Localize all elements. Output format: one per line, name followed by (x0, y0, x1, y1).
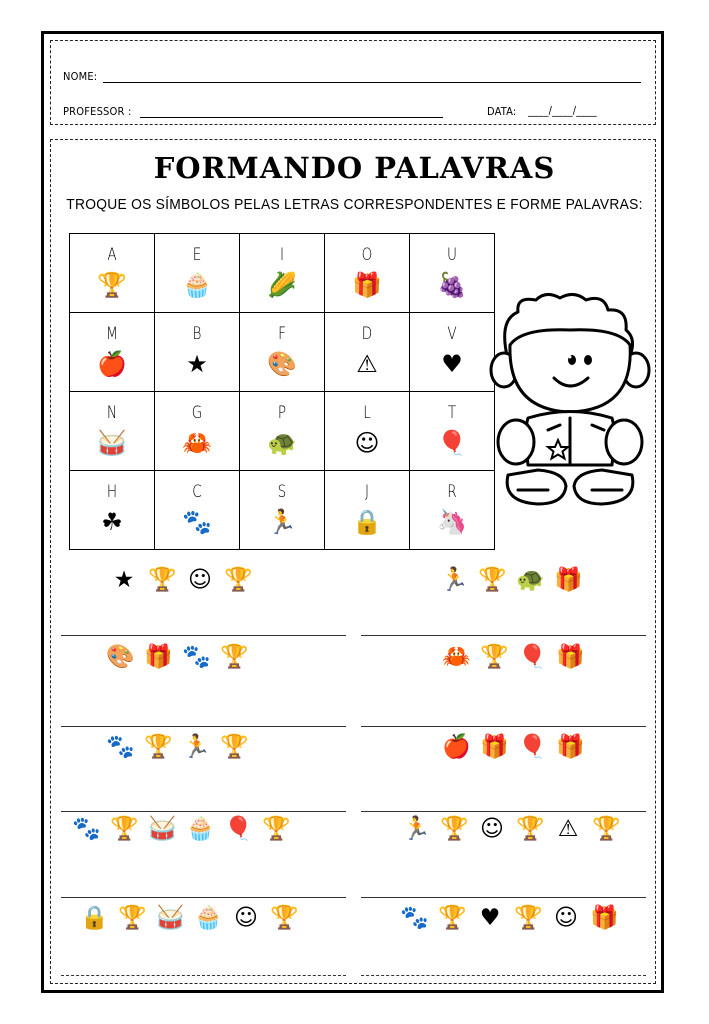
exercise-symbol: ☺ (188, 567, 212, 593)
exercise-symbol: 🐢 (516, 567, 545, 593)
date-field[interactable]: ____/____/____ (528, 104, 597, 117)
key-letter: S (277, 482, 287, 502)
key-letter: B (192, 324, 202, 344)
answer-line[interactable] (61, 975, 346, 976)
exercise-symbol: 🏆 (514, 905, 543, 931)
exercise-7 (72, 815, 290, 843)
exercise-symbol: 🏃 (402, 816, 431, 842)
key-letter: F (278, 324, 286, 344)
key-cell-h (70, 471, 155, 550)
exercise-8 (402, 815, 620, 843)
boy-illustration (488, 290, 656, 510)
exercise-symbol: 🎨 (106, 644, 135, 670)
key-cell-g (155, 392, 240, 471)
key-letter: M (106, 324, 118, 344)
exercise-symbol: 🏆 (110, 816, 139, 842)
answer-line[interactable] (361, 811, 646, 812)
key-cell-a (70, 234, 155, 313)
exercise-symbol: 🏆 (592, 816, 621, 842)
trophy-icon: 🏆 (97, 271, 127, 299)
key-letter: R (447, 482, 457, 502)
drum-icon: 🥁 (97, 429, 127, 457)
exercise-symbol: 🍎 (442, 734, 471, 760)
exercise-symbol: 🐾 (72, 816, 101, 842)
heart-icon: ♥ (441, 350, 463, 378)
page-title: FORMANDO PALAVRAS (153, 151, 556, 185)
answer-line[interactable] (61, 811, 346, 812)
key-letter: D (361, 324, 373, 344)
key-cell-u (410, 234, 495, 313)
key-cell-m (70, 313, 155, 392)
answer-line[interactable] (361, 975, 646, 976)
exercise-symbol: 🎁 (144, 644, 173, 670)
key-letter: N (106, 403, 118, 423)
teacher-field[interactable] (140, 117, 443, 118)
exercise-symbol: 🏆 (440, 816, 469, 842)
palette-icon: 🎨 (267, 350, 297, 378)
answer-line[interactable] (61, 726, 346, 727)
exercise-symbol: ★ (113, 567, 135, 593)
exercise-symbol: 🏃 (182, 734, 211, 760)
gift-icon: 🎁 (352, 271, 382, 299)
key-letter: T (447, 403, 457, 423)
exercise-symbol: 🐾 (106, 734, 135, 760)
exercise-2 (440, 566, 582, 594)
key-letter: O (361, 245, 373, 265)
exercise-symbol: 🧁 (186, 816, 215, 842)
key-letter: V (447, 324, 457, 344)
exercise-symbol: 🏆 (270, 905, 299, 931)
key-letter: I (279, 245, 284, 265)
key-letter: J (364, 482, 369, 502)
exercise-symbol: 🏆 (144, 734, 173, 760)
symbol-key-table (69, 233, 495, 550)
star-icon: ★ (186, 350, 208, 378)
teacher-label: PROFESSOR : (63, 105, 132, 118)
key-cell-d (325, 313, 410, 392)
exercise-symbol: 🏆 (224, 567, 253, 593)
exercise-1 (110, 566, 252, 594)
exercise-symbol: 🏃 (440, 567, 469, 593)
runner-icon: 🏃 (267, 508, 297, 536)
key-cell-r (410, 471, 495, 550)
exercise-symbol: 🐾 (400, 905, 429, 931)
exercise-symbol: 🎈 (224, 816, 253, 842)
exercise-symbol: 🥁 (156, 905, 185, 931)
date-label: DATA: (487, 105, 517, 118)
key-cell-l (325, 392, 410, 471)
key-cell-f (240, 313, 325, 392)
exercise-symbol: ⚠ (557, 816, 579, 842)
paws-icon: 🐾 (182, 508, 212, 536)
cupcake-icon: 🧁 (182, 271, 212, 299)
exercise-symbol: ☺ (480, 816, 504, 842)
exercise-9 (80, 904, 298, 932)
lock-icon: 🔒 (352, 508, 382, 536)
key-cell-v (410, 313, 495, 392)
exercise-symbol: 🏆 (480, 644, 509, 670)
exercise-6 (442, 733, 584, 761)
key-letter: L (363, 403, 371, 423)
key-cell-s (240, 471, 325, 550)
exercise-symbol: ☺ (554, 905, 578, 931)
exercise-symbol: 🏆 (438, 905, 467, 931)
exercise-symbol: 🏆 (118, 905, 147, 931)
exercise-symbol: 🎈 (518, 644, 547, 670)
exercise-symbol: ☺ (234, 905, 258, 931)
key-letter: P (277, 403, 287, 423)
key-cell-p (240, 392, 325, 471)
name-field[interactable] (103, 82, 641, 83)
exercise-symbol: 🎁 (590, 905, 619, 931)
exercise-symbol: 🔒 (80, 905, 109, 931)
exercise-symbol: 🏆 (262, 816, 291, 842)
clover-icon: ☘ (101, 508, 123, 536)
key-cell-n (70, 392, 155, 471)
exercise-5 (106, 733, 248, 761)
unicorn-icon: 🦄 (437, 508, 467, 536)
turtle-icon: 🐢 (267, 429, 297, 457)
answer-line[interactable] (361, 897, 646, 898)
exercise-symbol: 🏆 (478, 567, 507, 593)
key-letter: U (447, 245, 457, 265)
key-cell-b (155, 313, 240, 392)
key-cell-j (325, 471, 410, 550)
key-letter: A (107, 245, 117, 265)
exercise-symbol: 🎈 (518, 734, 547, 760)
exercise-symbol: 🧁 (194, 905, 223, 931)
instructions: TROQUE OS SÍMBOLOS PELAS LETRAS CORRESPONDENTES E FORME PALAVRAS: (66, 196, 643, 213)
smiley-icon: ☺ (354, 429, 380, 457)
exercise-symbol: 🎁 (556, 734, 585, 760)
key-cell-e (155, 234, 240, 313)
key-cell-o (325, 234, 410, 313)
exercise-symbol: 🥁 (148, 816, 177, 842)
exercise-symbol: 🎁 (556, 644, 585, 670)
exercise-symbol: 🏆 (220, 644, 249, 670)
exercise-symbol: 🎁 (480, 734, 509, 760)
exercise-4 (442, 643, 584, 671)
key-cell-t (410, 392, 495, 471)
answer-line[interactable] (361, 635, 646, 636)
exercise-symbol: 🏆 (220, 734, 249, 760)
name-label: NOME: (63, 70, 98, 83)
key-letter: G (191, 403, 203, 423)
key-cell-c (155, 471, 240, 550)
key-letter: E (192, 245, 202, 265)
apple-icon: 🍎 (97, 350, 127, 378)
exercise-3 (106, 643, 248, 671)
warning-icon: ⚠ (356, 350, 378, 378)
exercise-symbol: ♥ (479, 905, 501, 931)
key-letter: H (106, 482, 118, 502)
corn-icon: 🌽 (267, 271, 297, 299)
exercise-symbol: 🦀 (442, 644, 471, 670)
key-letter: C (192, 482, 202, 502)
key-cell-i (240, 234, 325, 313)
answer-line[interactable] (361, 726, 646, 727)
grapes-icon: 🍇 (437, 271, 467, 299)
exercise-symbol: 🏆 (516, 816, 545, 842)
crab-icon: 🦀 (182, 429, 212, 457)
exercise-symbol: 🏆 (148, 567, 177, 593)
answer-line[interactable] (61, 897, 346, 898)
exercise-symbol: 🎁 (554, 567, 583, 593)
balloon-icon: 🎈 (437, 429, 467, 457)
exercise-10 (400, 904, 618, 932)
answer-line[interactable] (61, 635, 346, 636)
exercise-symbol: 🐾 (182, 644, 211, 670)
